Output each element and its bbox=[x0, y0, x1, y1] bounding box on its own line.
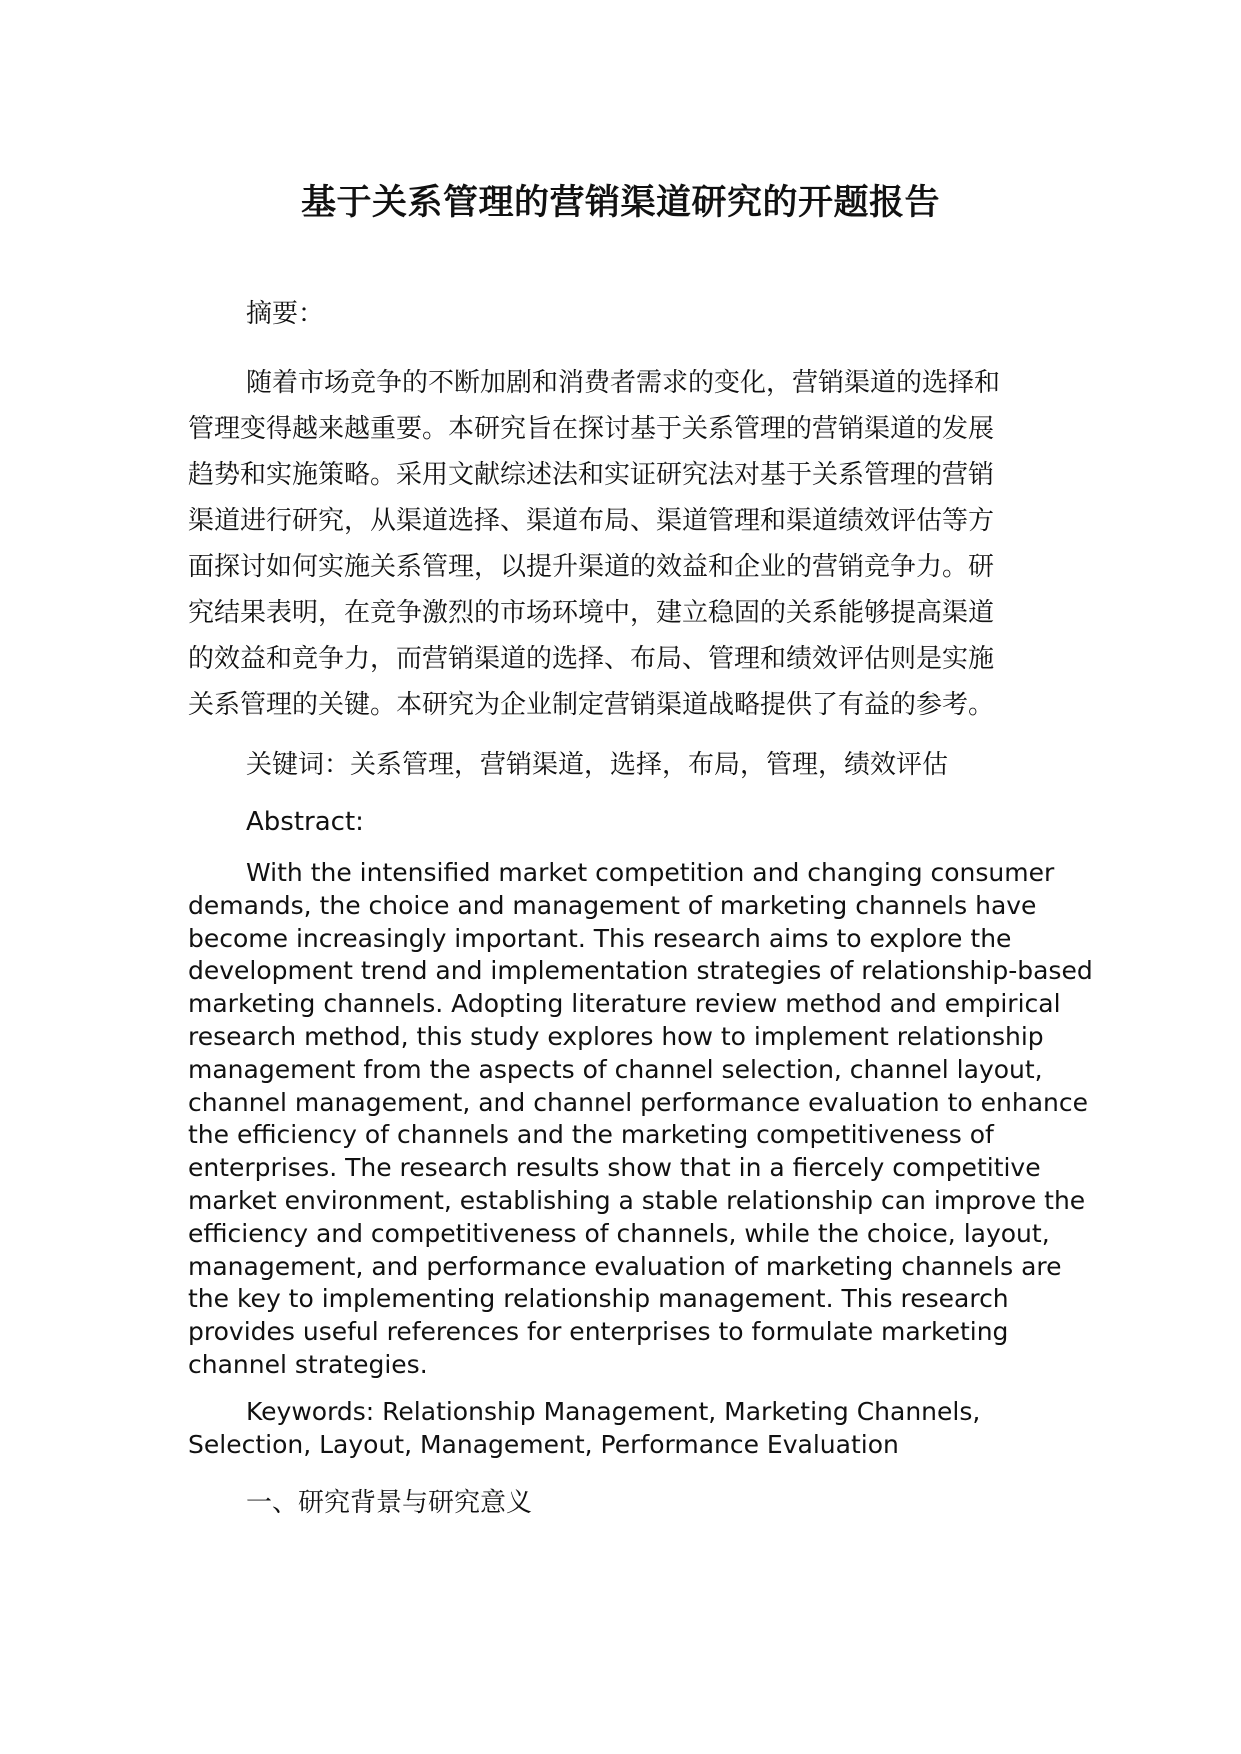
section-heading: 一、研究背景与研究意义 bbox=[246, 1488, 533, 1518]
abstract-en-line: the key to implementing relationship management. This research bbox=[188, 1284, 1009, 1314]
abstract-en-line: channel management, and channel performance evaluation to enhance bbox=[188, 1087, 1088, 1117]
abstract-en-line: development trend and implementation strategies of relationship-based bbox=[188, 956, 1093, 986]
abstract-cn-line: 关系管理的关键。本研究为企业制定营销渠道战略提供了有益的参考。 bbox=[188, 690, 995, 720]
abstract-cn-line: 随着市场竞争的不断加剧和消费者需求的变化，营销渠道的选择和 bbox=[246, 368, 1001, 398]
abstract-cn-line: 面探讨如何实施关系管理，以提升渠道的效益和企业的营销竞争力。研 bbox=[188, 552, 995, 582]
abstract-cn-line: 管理变得越来越重要。本研究旨在探讨基于关系管理的营销渠道的发展 bbox=[188, 414, 995, 444]
abstract-en-line: research method, this study explores how to implement relationship bbox=[188, 1021, 1044, 1051]
abstract-en-line: become increasingly important. This research aims to explore the bbox=[188, 923, 1012, 953]
abstract-en-line: marketing channels. Adopting literature review method and empirical bbox=[188, 989, 1061, 1019]
abstract-cn-line: 究结果表明，在竞争激烈的市场环境中，建立稳固的关系能够提高渠道 bbox=[188, 598, 995, 628]
abstract-cn-line: 的效益和竞争力，而营销渠道的选择、布局、管理和绩效评估则是实施 bbox=[188, 644, 995, 674]
abstract-en-line: management, and performance evaluation of marketing channels are bbox=[188, 1251, 1062, 1281]
document-title: 基于关系管理的营销渠道研究的开题报告 bbox=[300, 183, 940, 223]
abstract-en-line: management from the aspects of channel selection, channel layout, bbox=[188, 1054, 1043, 1084]
keywords-en-line: Selection, Layout, Management, Performance Evaluation bbox=[188, 1429, 899, 1459]
abstract-en-body bbox=[188, 857, 1093, 1382]
abstract-en-line: enterprises. The research results show that in a fiercely competitive bbox=[188, 1153, 1041, 1183]
abstract-cn-line: 渠道进行研究，从渠道选择、渠道布局、渠道管理和渠道绩效评估等方 bbox=[188, 506, 995, 536]
abstract-en-line: demands, the choice and management of marketing channels have bbox=[188, 890, 1037, 920]
abstract-en-line: market environment, establishing a stable relationship can improve the bbox=[188, 1185, 1086, 1215]
keywords-en bbox=[188, 1396, 1068, 1462]
abstract-cn-body bbox=[188, 360, 1048, 728]
abstract-cn-line: 趋势和实施策略。采用文献综述法和实证研究法对基于关系管理的营销 bbox=[188, 460, 995, 490]
abstract-en-line: channel strategies. bbox=[188, 1349, 428, 1379]
abstract-en-line: With the intensified market competition and changing consumer bbox=[246, 858, 1055, 887]
keywords-cn: 关键词：关系管理，营销渠道，选择，布局，管理，绩效评估 bbox=[246, 750, 949, 780]
abstract-en-line: the efficiency of channels and the marketing competitiveness of bbox=[188, 1120, 994, 1150]
abstract-en-label: Abstract: bbox=[246, 807, 364, 837]
abstract-cn-label: 摘要： bbox=[246, 299, 325, 329]
abstract-en-line: efficiency and competitiveness of channels, while the choice, layout, bbox=[188, 1218, 1050, 1248]
keywords-en-line: Keywords: Relationship Management, Marketing Channels, bbox=[246, 1397, 981, 1426]
abstract-en-line: provides useful references for enterprises to formulate marketing bbox=[188, 1317, 1009, 1347]
